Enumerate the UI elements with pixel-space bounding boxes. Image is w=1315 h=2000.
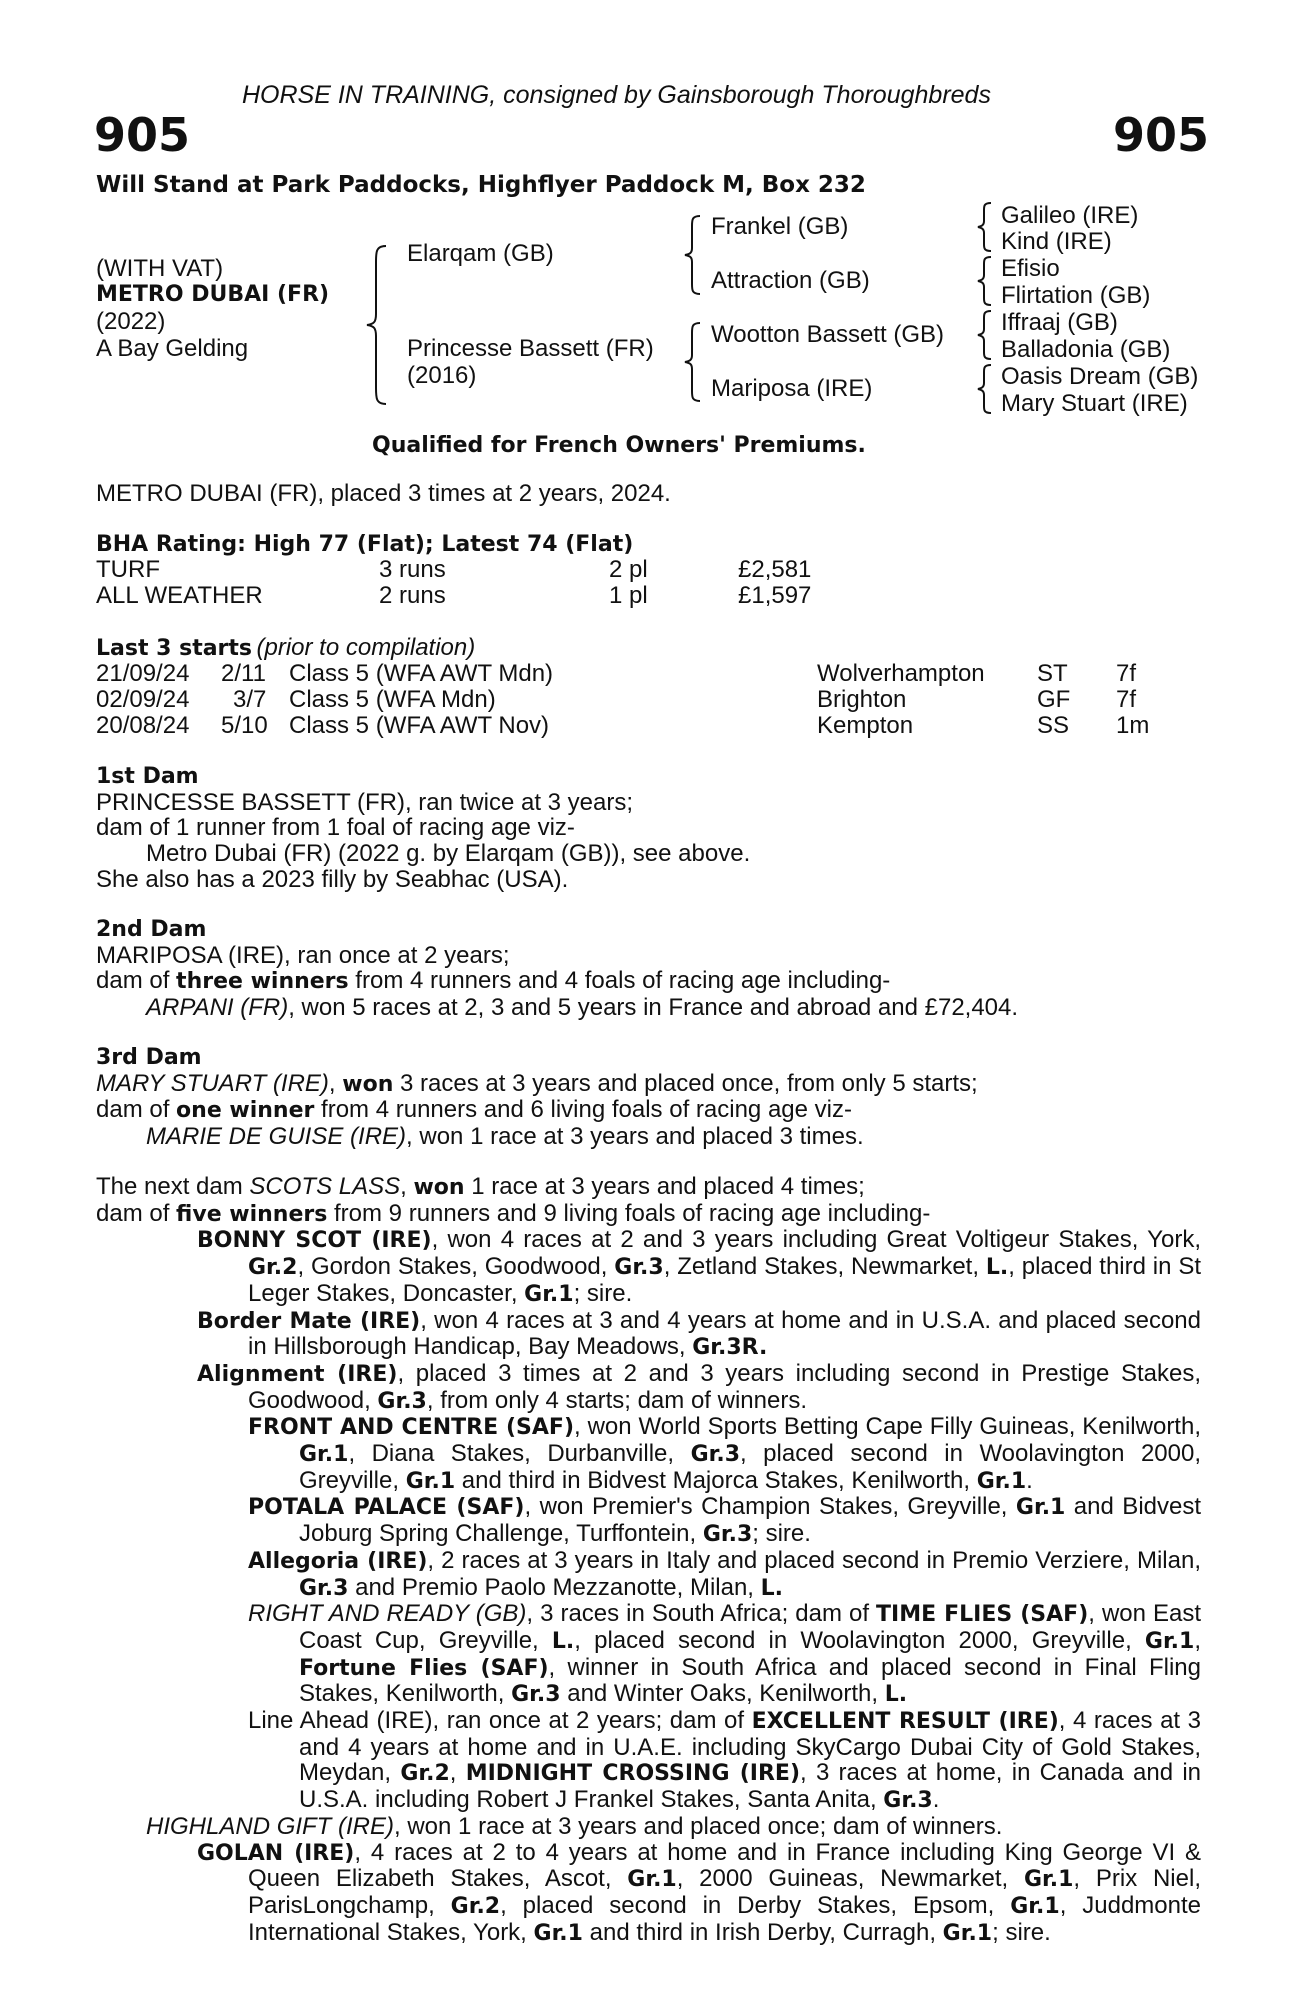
start-position: 5/10 (221, 712, 268, 739)
brace-wootton (975, 309, 995, 361)
start-date: 20/08/24 (96, 712, 190, 739)
bha-rating: BHA Rating: High 77 (Flat); Latest 74 (Flat) (96, 532, 634, 557)
sire-sire: Frankel (GB) (711, 213, 849, 240)
second-dam-section (96, 917, 1201, 1021)
produce-line-ahead: Line Ahead (IRE), ran once at 2 years; dam of EXCELLENT RESULT (IRE), 4 races at 3 and 4 years at home and in U.A.E. including SkyCargo Dubai City of Gold Stakes, Meydan, Gr.2, MIDNIGHT CROSSING (IRE), 3 races at home, in Canada and in U.S.A. including Robert J Frankel Stakes, Santa Anita, Gr.3. (248, 1707, 1201, 1814)
gen3-iffraaj: Iffraaj (GB) (1001, 309, 1118, 336)
dam-brace (682, 321, 704, 403)
last-starts-note: (prior to compilation) (256, 634, 476, 661)
start-course: Wolverhampton (817, 660, 985, 687)
produce-front-and-centre: FRONT AND CENTRE (SAF), won World Sports Betting Cape Filly Guineas, Kenilworth, Gr.1, Diana Stakes, Durbanville, Gr.3, placed second in Woolavington 2000, Greyville, Gr.1 and third in Bidvest Majorca Stakes, Kenilworth, Gr.1. (248, 1413, 1202, 1494)
start-date: 02/09/24 (96, 686, 190, 713)
lot-number-right: 905 (1113, 108, 1210, 162)
horse-name: METRO DUBAI (FR) (96, 282, 330, 307)
gen3-flirtation: Flirtation (GB) (1001, 282, 1151, 309)
gen3-mary-stuart: Mary Stuart (IRE) (1001, 390, 1188, 417)
produce-potala-palace: POTALA PALACE (SAF), won Premier's Champion Stakes, Greyville, Gr.1 and Bidvest Joburg Spring Challenge, Turffontein, Gr.3; sire. (248, 1493, 1202, 1548)
last-starts-title: Last 3 starts (96, 636, 253, 661)
start-distance: 7f (1116, 686, 1137, 713)
start-going: GF (1037, 686, 1071, 713)
start-distance: 1m (1116, 712, 1150, 739)
sire-dam: Attraction (GB) (711, 267, 870, 294)
brace-attraction (975, 255, 995, 307)
second-dam-line: MARIPOSA (IRE), ran once at 2 years; (96, 941, 510, 969)
first-dam-line: dam of 1 runner from 1 foal of racing age viz- (96, 814, 575, 842)
next-dam-line: dam of five winners from 9 runners and 9 living foals of racing age including- (96, 1199, 931, 1227)
first-dam-section (96, 764, 1201, 893)
third-dam-line: dam of one winner from 4 runners and 6 living foals of racing age viz- (96, 1096, 852, 1124)
last-starts-heading (96, 635, 475, 662)
dam-year: (2016) (407, 362, 477, 389)
produce-border-mate: Border Mate (IRE), won 4 races at 3 and 4 years at home and in U.S.A. and placed second in Hillsborough Handicap, Bay Meadows, Gr.3R. (197, 1306, 1201, 1361)
start-race: Class 5 (WFA AWT Nov) (289, 712, 550, 739)
first-dam-line: She also has a 2023 filly by Seabhac (USA). (96, 865, 569, 893)
start-race: Class 5 (WFA AWT Mdn) (289, 660, 554, 687)
dam-dam: Mariposa (IRE) (711, 375, 873, 402)
first-dam-line: PRINCESSE BASSETT (FR), ran twice at 3 years; (96, 788, 634, 816)
produce-right-and-ready: RIGHT AND READY (GB), 3 races in South Africa; dam of TIME FLIES (SAF), won East Coast Cup, Greyville, L., placed second in Woolavington 2000, Greyville, Gr.1, Fortune Flies (SAF), winner in South Africa and placed second in Final Fling Stakes, Kenilworth, Gr.3 and Winter Oaks, Kenilworth, L. (248, 1600, 1202, 1708)
start-position: 3/7 (233, 686, 267, 713)
pedigree-brace-main (364, 244, 392, 406)
location-line: Will Stand at Park Paddocks, Highflyer Paddock M, Box 232 (96, 172, 866, 198)
start-course: Brighton (817, 686, 907, 713)
second-dam-heading: 2nd Dam (96, 917, 207, 942)
rating-runs: 2 runs (379, 582, 446, 609)
dam-name: Princesse Bassett (FR) (407, 335, 654, 362)
produce-highland-gift: HIGHLAND GIFT (IRE), won 1 race at 3 years and placed once; dam of winners. (146, 1812, 1003, 1840)
start-going: SS (1037, 712, 1070, 739)
start-course: Kempton (817, 712, 914, 739)
rating-placed: 1 pl (609, 582, 648, 609)
produce-bonny-scot: BONNY SCOT (IRE), won 4 races at 2 and 3 years including Great Voltigeur Stakes, York, Gr.2, Gordon Stakes, Goodwood, Gr.3, Zetland Stakes, Newmarket, L., placed third in St Leger Stakes, Doncaster, Gr.1; sire. (197, 1226, 1201, 1307)
first-dam-produce: Metro Dubai (FR) (2022 g. by Elarqam (GB)), see above. (146, 840, 751, 868)
second-dam-produce: ARPANI (FR), won 5 races at 2, 3 and 5 years in France and abroad and £72,404. (146, 994, 1019, 1022)
rating-surface: ALL WEATHER (96, 582, 263, 609)
race-summary: METRO DUBAI (FR), placed 3 times at 2 years, 2024. (96, 480, 671, 507)
produce-allegoria: Allegoria (IRE), 2 races at 3 years in Italy and placed second in Premio Verziere, Milan, Gr.3 and Premio Paolo Mezzanotte, Milan, L. (248, 1546, 1201, 1601)
rating-placed: 2 pl (609, 556, 648, 583)
premium-note: Qualified for French Owners' Premiums. (372, 433, 866, 458)
rating-surface: TURF (96, 556, 160, 583)
sire-brace (682, 214, 704, 296)
vat-label: (WITH VAT) (96, 255, 224, 282)
gen3-kind: Kind (IRE) (1001, 228, 1112, 255)
brace-mariposa (975, 363, 995, 415)
start-going: ST (1037, 660, 1068, 687)
start-distance: 7f (1116, 660, 1137, 687)
start-date: 21/09/24 (96, 660, 190, 687)
next-dam-line: The next dam SCOTS LASS, won 1 race at 3 years and placed 4 times; (96, 1173, 865, 1200)
first-dam-heading: 1st Dam (96, 764, 199, 789)
third-dam-produce: MARIE DE GUISE (IRE), won 1 race at 3 years and placed 3 times. (146, 1123, 864, 1151)
third-dam-line: MARY STUART (IRE), won 3 races at 3 years and placed once, from only 5 starts; (96, 1069, 978, 1097)
rating-prize: £2,581 (738, 556, 812, 583)
produce-alignment: Alignment (IRE), placed 3 times at 2 and 3 years including second in Prestige Stakes, Goodwood, Gr.3, from only 4 starts; dam of winners. (197, 1359, 1202, 1414)
third-dam-section (96, 1045, 1201, 1150)
second-dam-line: dam of three winners from 4 runners and 4 foals of racing age including- (96, 967, 891, 995)
third-dam-heading: 3rd Dam (96, 1045, 202, 1070)
start-position: 2/11 (221, 660, 266, 687)
gen3-oasis-dream: Oasis Dream (GB) (1001, 363, 1199, 390)
horse-description: A Bay Gelding (96, 335, 249, 362)
consignor-line: HORSE IN TRAINING, consigned by Gainsborough Thoroughbreds (242, 81, 991, 109)
next-dam-section (96, 1174, 1201, 1946)
rating-prize: £1,597 (738, 582, 812, 609)
start-race: Class 5 (WFA Mdn) (289, 686, 496, 713)
horse-year: (2022) (96, 308, 166, 335)
rating-runs: 3 runs (379, 556, 446, 583)
gen3-balladonia: Balladonia (GB) (1001, 336, 1171, 363)
lot-number-left: 905 (94, 108, 191, 162)
sire-name: Elarqam (GB) (407, 240, 554, 267)
produce-golan: GOLAN (IRE), 4 races at 2 to 4 years at home and in France including King George VI & Queen Elizabeth Stakes, Ascot, Gr.1, 2000 Guineas, Newmarket, Gr.1, Prix Niel, ParisLongchamp, Gr.2, placed second in Derby Stakes, Epsom, Gr.1, Juddmonte International Stakes, York, Gr.1 and third in Irish Derby, Curragh, Gr.1; sire. (197, 1838, 1202, 1946)
dam-sire: Wootton Bassett (GB) (711, 321, 944, 348)
gen3-galileo: Galileo (IRE) (1001, 202, 1139, 229)
gen3-efisio: Efisio (1001, 255, 1060, 282)
brace-frankel (975, 201, 995, 253)
